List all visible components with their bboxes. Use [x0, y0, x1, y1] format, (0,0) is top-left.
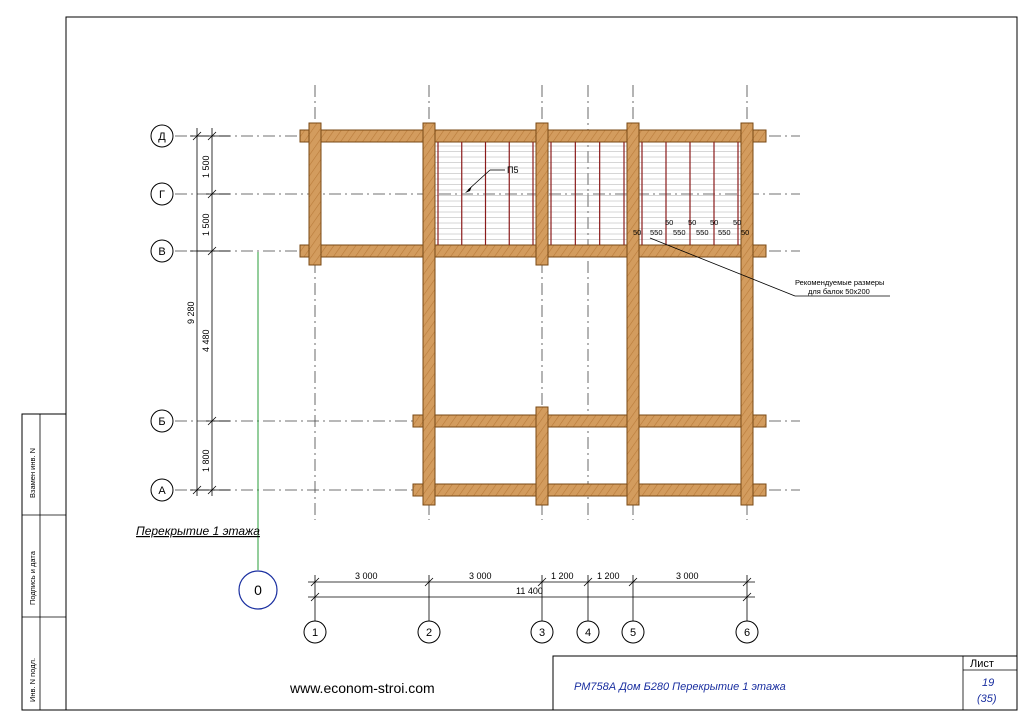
svg-text:1 500: 1 500: [201, 213, 211, 236]
note-line-2: для балок 50х200: [808, 287, 870, 296]
svg-text:50: 50: [710, 218, 719, 227]
side-label-inventory: Инв. N подл.: [28, 657, 37, 702]
axis-label-4: 4: [584, 627, 592, 639]
axis-label-3: 3: [538, 627, 546, 639]
sheet-number: 19: [982, 677, 995, 689]
svg-text:550: 550: [650, 228, 663, 237]
axis-bubbles-numbers: [304, 621, 758, 643]
svg-text:1 800: 1 800: [201, 449, 211, 472]
vertical-dimensions: [186, 128, 230, 496]
axis-label-a: А: [158, 485, 166, 497]
svg-text:50: 50: [688, 218, 697, 227]
title-block: [553, 656, 1017, 710]
section-mark: [239, 252, 277, 609]
drawing-title: Перекрытие 1 этажа: [136, 524, 260, 538]
svg-text:550: 550: [718, 228, 731, 237]
svg-text:550: 550: [696, 228, 709, 237]
svg-text:50: 50: [733, 218, 742, 227]
svg-text:1 500: 1 500: [201, 155, 211, 178]
svg-text:3 000: 3 000: [355, 571, 378, 581]
sheet-frame: [66, 17, 1017, 710]
axis-label-b: Б: [158, 416, 166, 428]
svg-text:11 400: 11 400: [516, 586, 543, 596]
axis-label-v: В: [158, 246, 166, 258]
stamp-title: РМ758А Дом Б280 Перекрытие 1 этажа: [574, 681, 786, 693]
grid-axes-vertical: [315, 85, 750, 520]
side-label-signature: Подпись и дата: [28, 551, 37, 605]
svg-text:4 480: 4 480: [201, 329, 211, 352]
svg-text:3 000: 3 000: [469, 571, 492, 581]
side-stamp: [22, 414, 66, 710]
sheet-label: Лист: [970, 658, 994, 670]
svg-text:550: 550: [673, 228, 686, 237]
sheet-total: (35): [977, 693, 997, 705]
svg-text:9 280: 9 280: [186, 301, 196, 324]
note-line-1: Рекомендуемые размеры: [795, 278, 885, 287]
svg-text:1 200: 1 200: [551, 571, 574, 581]
svg-text:3 000: 3 000: [676, 571, 699, 581]
axis-label-6: 6: [743, 627, 751, 639]
axis-label-1: 1: [311, 627, 319, 639]
axis-bubbles-letters: [151, 125, 173, 501]
section-mark-text: 0: [254, 582, 262, 598]
horizontal-dimensions: [308, 571, 755, 622]
website-text: www.econom-stroi.com: [290, 680, 435, 696]
svg-text:50: 50: [665, 218, 674, 227]
axis-label-g: Г: [159, 189, 165, 201]
axis-label-5: 5: [629, 627, 637, 639]
side-label-replace: Взамен инв. N: [28, 447, 37, 498]
beam-label-text: П5: [507, 165, 519, 175]
svg-text:50: 50: [741, 228, 750, 237]
axis-label-2: 2: [425, 627, 433, 639]
svg-text:50: 50: [633, 228, 642, 237]
axis-label-d: Д: [158, 131, 166, 143]
grid-axes-horizontal: [175, 136, 800, 490]
svg-text:1 200: 1 200: [597, 571, 620, 581]
